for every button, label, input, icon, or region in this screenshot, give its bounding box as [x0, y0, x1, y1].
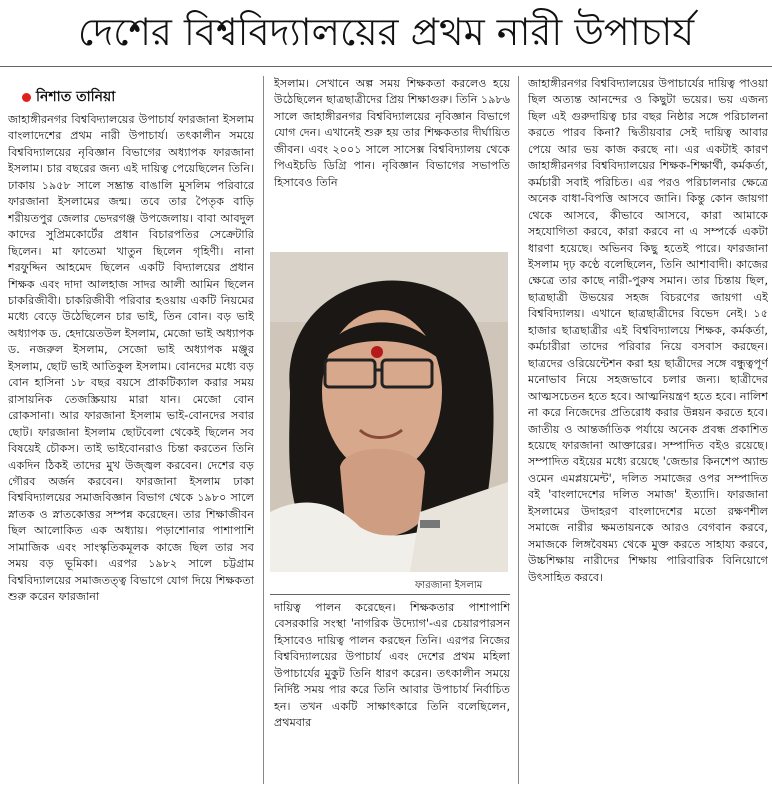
portrait-illustration	[270, 252, 508, 572]
article-column-2-top	[274, 76, 510, 242]
article-column-3	[528, 76, 768, 786]
byline-author: নিশাত তানিয়া	[36, 89, 116, 105]
article-column-1	[8, 112, 254, 784]
column-divider-left	[263, 76, 264, 784]
column-3-text: জাহাঙ্গীরনগর বিশ্ববিদ্যালয়ের উপাচার্যের দায়িত্ব পাওয়া ছিল অত্যন্ত আনন্দের ও কিছুটা ভয়ের। ভয় এজন্য ছিল এই গুরুদায়িত্ব চার বছর নিষ্ঠার সঙ্গে পরিচালনা করতে পারব কিনা? দ্বিতীয়বার সেই দায়িত্ব আবার পেয়ে আর ভয় কাজ করছে না। এর একটাই কারণ জাহাঙ্গীরনগর বিশ্ববিদ্যালয়ের শিক্ষক-শিক্ষার্থী, কর্মকর্তা, কর্মচারী সবাই পরিচিত। এর পরও পরিচালনার ক্ষেত্রে অনেক বাধা-বিপত্তি আসবে জানি। কিন্তু কোন জায়গা থেকে আসবে, কীভাবে আসবে, কারা আমাকে সহযোগিতা করবে, কারা করবে না এ সম্পর্কে একটা ধারণা হয়েছে। অভিনব কিছু হতেই পারে। ফারজানা ইসলাম দৃঢ় কণ্ঠে বলেছিলেন, তিনি আশাবাদী। কাজের ক্ষেত্রে তার কাছে নারী-পুরুষ সমান। তার চিন্তায় ছিল, ছাত্রছাত্রী উভয়ের সহজ বিচরণের জায়গা এই বিশ্ববিদ্যালয়। এখানে ছাত্রছাত্রীদের বিভেদ নেই। ১৫ হাজার ছাত্রছাত্রীর এই বিশ্ববিদ্যালয়ে শিক্ষক, কর্মকর্তা, কর্মচারীরা তাদের পরিবার নিয়ে বসবাস করছেন। ছাত্রদের ওরিয়েন্টেশন করা হয় ছাত্রীদের সঙ্গে বন্ধুত্বপূর্ণ মনোভাব নিয়ে সহজভাবে চলার জন্য। ছাত্রীদের আত্মসচেতন হতে হবে। আত্মনিয়ন্ত্রণ হতে হবে। নালিশ না করে নিজেদের প্রতিরোধ করার উন্নয়ন করতে হবে। জাতীয় ও আন্তর্জাতিক পর্যায়ে অনেক প্রবন্ধ প্রকাশিত হয়েছে ফারজানা আক্তারের। সম্পাদিত বইও রয়েছে। সম্পাদিত বইয়ের মধ্যে রয়েছে 'জেন্ডার কিনশেপ অ্যান্ড ওমেন এমপ্লয়মেন্ট', দলিত সমাজের ওপর সম্পাদিত বই 'বাংলাদেশের দলিত সমাজ' ইত্যাদি। ফারজানা ইসলামের উদাহরণ বাংলাদেশের মতো রক্ষণশীল সমাজে নারীর ক্ষমতায়নকে আরও বেগবান করবে, সমাজকে লিঙ্গবৈষম্য থেকে মুক্ত করতে সাহায্য করবে, উচ্চশিক্ষায় নারীদের শিক্ষায় পারিবারিক বিনিয়োগে উৎসাহিত করবে।	[528, 77, 768, 584]
headline-rule	[0, 66, 772, 67]
byline	[22, 88, 115, 106]
headline: দেশের বিশ্ববিদ্যালয়ের প্রথম নারী উপাচার্য	[77, 10, 695, 54]
photo-caption: ফারজানা ইসলাম	[415, 580, 483, 591]
column-1-text: জাহাঙ্গীরনগর বিশ্ববিদ্যালয়ের উপাচার্য ফারজানা ইসলাম বাংলাদেশের প্রথম নারী উপাচার্য। তৎকালীন সময়ে বিশ্ববিদ্যালয়ের নৃবিজ্ঞান বিভাগের অধ্যাপক ফারজানা ইসলাম। চার বছরের জন্য এই দায়িত্ব পেয়েছিলেন তিনি। ঢাকায় ১৯৫৮ সালে সম্ভ্রান্ত বাঙালি মুসলিম পরিবারে ফারজানা ইসলামের জন্ম। তবে তার পৈতৃক বাড়ি শরীয়তপুর জেলার ভেদরগঞ্জ উপজেলায়। বাবা আবদুল কাদের সুপ্রিমকোর্টের প্রধান বিচারপতির সেক্রেটারি ছিলেন। মা ফাতেমা খাতুন ছিলেন গৃহিণী। নানা শরফুদ্দিন আহমেদ ছিলেন একটি বিদ্যালয়ের প্রধান শিক্ষক এবং দাদা আলহাজ সাদর আলী আমিন ছিলেন চাকরিজীবী। চাকরিজীবী পরিবার হওয়ায় একটি নিয়মের মধ্যে বেড়ে উঠেছিলেন চার ভাই, তিন বোন। বড় ভাই অধ্যাপক ড. হেদায়েতউল ইসলাম, মেজো ভাই অধ্যাপক ড. নজরুল ইসলাম, সেজো ভাই অধ্যাপক মঞ্জুর ইসলাম, ছোট ভাই আতিকুল ইসলাম। বোনদের মধ্যে বড় বোন হাসিনা ১৮ বছর বয়সে প্রাকটিক্যাল করার সময় রাসায়নিক তেজস্ক্রিয়ায় মারা যান। মেজো বোন রোকসানা। আর ফারজানা ইসলাম ভাই-বোনদের সবার ছোট। ফারজানা ইসলাম ছোটবেলা থেকেই ছিলেন সব বিষয়েই চৌকস। তাই ভাইবোনরাও চিন্তা করতেন তিনি একদিন ঠিকই তাদের মুখ উজ্জ্বল করবেন। দেশের বড় গৌরব অর্জন করবেন। ফারজানা ইসলাম ঢাকা বিশ্ববিদ্যালয়ের সমাজবিজ্ঞান বিভাগ থেকে ১৯৮০ সালে স্নাতক ও স্নাতকোত্তর সম্পন্ন করেছেন। তার শিক্ষাজীবন ছিল আলোকিত এক অধ্যায়। পড়াশোনার পাশাপাশি সামাজিক এবং সাংস্কৃতিকমূলক কাজে ছিল তার সব সময় বড় ভূমিকা। এরপর ১৯৮২ সালে চট্টগ্রাম বিশ্ববিদ্যালয়ের সমাজতত্ত্ব বিভাগে যোগ দিয়ে শিক্ষকতা শুরু করেন ফারজানা	[8, 113, 254, 604]
caption-rule	[270, 594, 510, 595]
article-column-2-bottom	[274, 600, 510, 786]
byline-dot-icon	[22, 93, 31, 102]
portrait-photo	[270, 252, 508, 572]
column-2-bottom-text: দায়িত্ব পালন করেছেন। শিক্ষকতার পাশাপাশি বেসরকারি সংস্থা 'নাগরিক উদ্যোগ'-এর চেয়ারপারসন হিসাবেও দায়িত্ব পালন করছেন তিনি। এরপর নিজের বিশ্ববিদ্যালয়ের উপাচার্য এবং দেশের প্রথম মহিলা উপাচার্যের মুকুট তিনি ধারণ করেন। তৎকালীন সময়ে নির্দিষ্ট সময় পার করে তিনি আবার উপাচার্য নির্বাচিত হন। তখন একটি সাক্ষাৎকারে তিনি বলেছিলেন, প্রথমবার	[274, 601, 510, 730]
column-divider-right	[518, 76, 519, 784]
column-2-top-text: ইসলাম। সেখানে অল্প সময় শিক্ষকতা করলেও হয়ে উঠেছিলেন ছাত্রছাত্রীদের প্রিয় শিক্ষাগুরু। তিনি ১৯৮৬ সালে জাহাঙ্গীরনগর বিশ্ববিদ্যালয়ের নৃবিজ্ঞান বিভাগে যোগ দেন। এখানেই শুরু হয় তার শিক্ষকতার দীর্ঘায়িত জীবন। এবং ২০০১ সালে সাসেক্স বিশ্ববিদ্যালয় থেকে পিএইচডি ডিগ্রি পান। নৃবিজ্ঞান বিভাগের সভাপতি হিসাবেও তিনি	[274, 77, 510, 189]
